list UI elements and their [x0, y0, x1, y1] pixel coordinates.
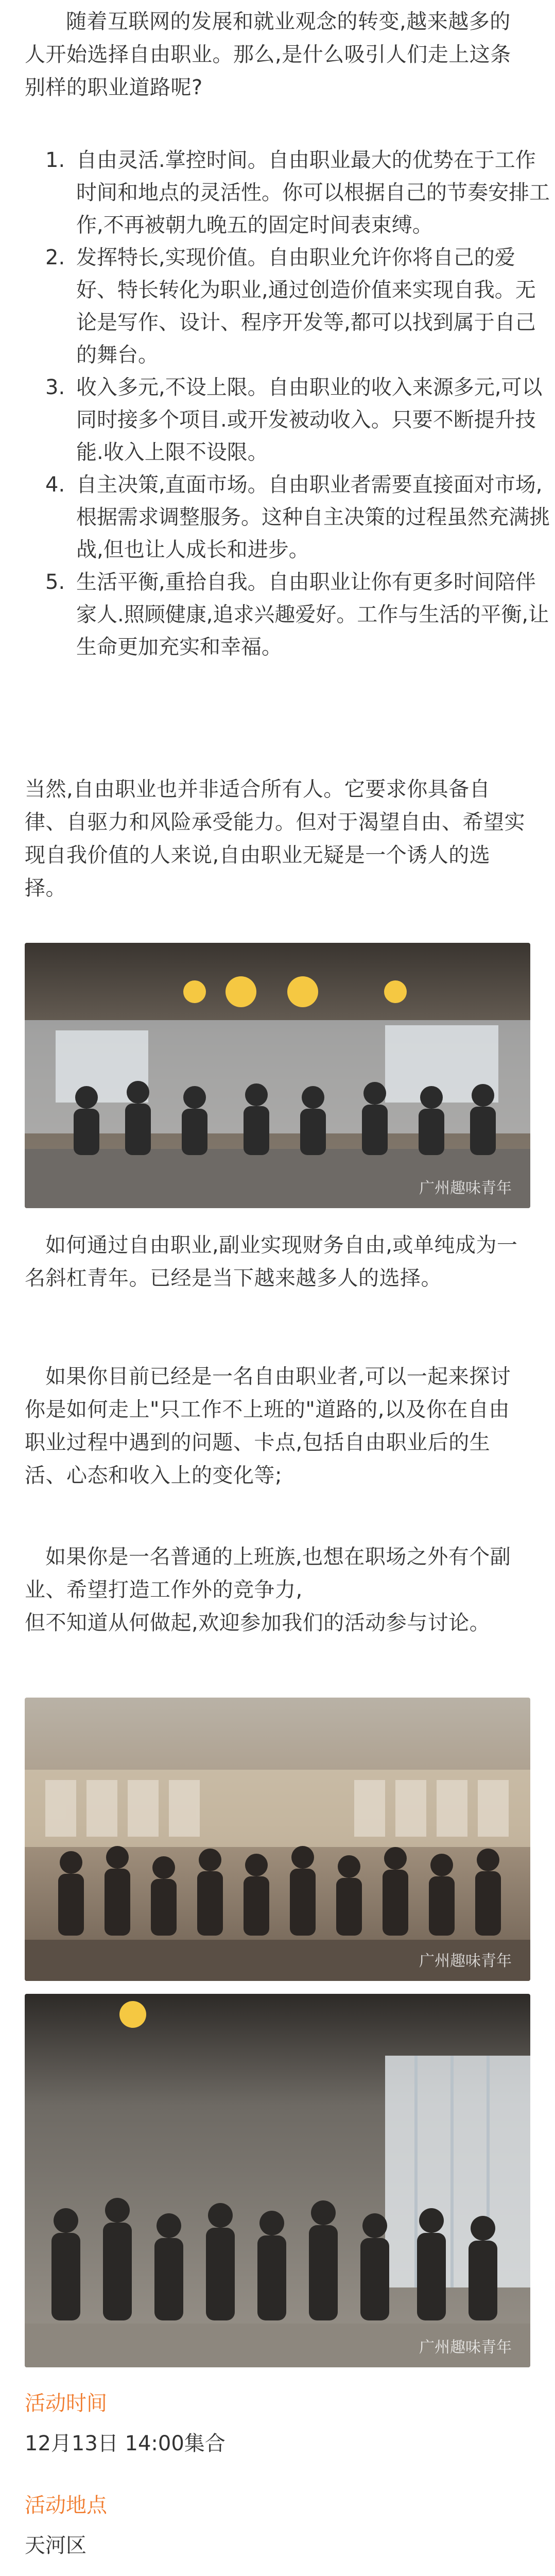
list-item: 5. 生活平衡,重拾自我。自由职业让你有更多时间陪伴家人.照顾健康,追求兴趣爱好。工作与生活的平衡,让生命更加充实和幸福。 [45, 570, 549, 659]
group-photo-illustration [25, 1994, 530, 2367]
reasons-list [25, 144, 551, 664]
list-item: 2. 发挥特长,实现价值。自由职业允许你将自己的爱好、特长转化为职业,通过创造价值来实现自我。无论是写作、设计、程序开发等,都可以找到属于自己的舞台。 [45, 246, 536, 367]
list-item: 3. 收入多元,不设上限。自由职业的收入来源多元,可以同时接多个项目.或开发被动收入。只要不断提升技能.收入上限不设限。 [45, 376, 543, 464]
event-place-title: 活动地点 [25, 2494, 107, 2517]
group-photo-1 [25, 943, 530, 1208]
group-photo-3 [25, 1994, 530, 2367]
worker-paragraph-1: 如果你是一名普通的上班族,也想在职场之外有个副业、希望打造工作外的竞争力, [25, 1545, 511, 1602]
worker-paragraph-2: 但不知道从何做起,欢迎参加我们的活动参与讨论。 [25, 1611, 491, 1635]
event-details [25, 2388, 530, 2576]
photo-watermark: 广州趣味青年 [419, 1952, 512, 1970]
group-photo-2 [25, 1698, 530, 1981]
conclusion-paragraph: 当然,自由职业也并非适合所有人。它要求你具备自律、自驱力和风险承受能力。但对于渴望自由、希望实现自我价值的人来说,自由职业无疑是一个诱人的选择。 [25, 777, 525, 900]
event-time-title: 活动时间 [25, 2392, 107, 2415]
event-place-value: 天河区 [25, 2534, 86, 2557]
group-photo-illustration [25, 943, 530, 1208]
list-item: 1. 自由灵活.掌控时间。自由职业最大的优势在于工作时间和地点的灵活性。你可以根据自己的节奏安排工作,不再被朝九晚五的固定时间表束缚。 [45, 148, 550, 237]
freelancer-paragraph: 如果你目前已经是一名自由职业者,可以一起来探讨你是如何走上"只工作不上班的"道路的,以及你在自由职业过程中遇到的问题、卡点,包括自由职业后的生活、心态和收入上的变化等; [25, 1365, 511, 1487]
intro-paragraph: 随着互联网的发展和就业观念的转变,越来越多的人开始选择自由职业。那么,是什么吸引人们走上这条别样的职业道路呢? [25, 10, 511, 99]
event-time-value: 12月13日 14:00集合 [25, 2432, 226, 2455]
how-paragraph: 如何通过自由职业,副业实现财务自由,或单纯成为一名斜杠青年。已经是当下越来越多人的选择。 [25, 1233, 518, 1290]
group-photo-illustration [25, 1698, 530, 1981]
photo-watermark: 广州趣味青年 [419, 1179, 512, 1197]
photo-watermark: 广州趣味青年 [419, 2338, 512, 2357]
list-item: 4. 自主决策,直面市场。自由职业者需要直接面对市场,根据需求调整服务。这种自主决策的过程虽然充满挑战,但也让人成长和进步。 [45, 473, 550, 562]
